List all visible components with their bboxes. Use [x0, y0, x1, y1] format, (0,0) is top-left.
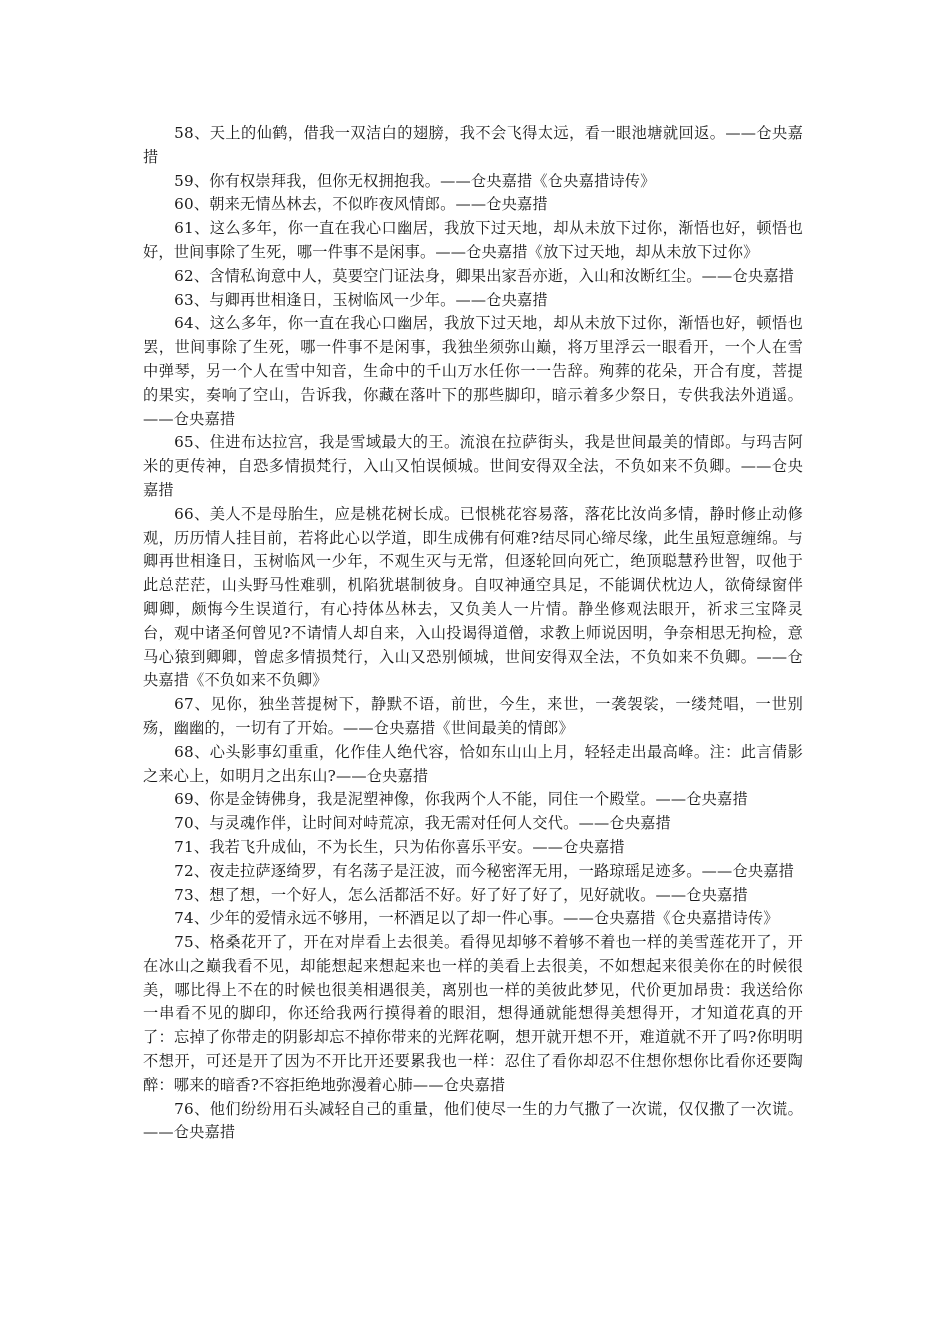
quote-entry: 68、心头影事幻重重，化作佳人绝代容，恰如东山山上月，轻轻走出最高峰。注：此言倩影之来心上，如明月之出东山?——仓央嘉措: [143, 742, 803, 785]
quote-entry: 59、你有权崇拜我，但你无权拥抱我。——仓央嘉措《仓央嘉措诗传》: [174, 171, 656, 190]
quote-entry: 67、见你，独坐菩提树下，静默不语，前世，今生，来世，一袭袈裟，一缕梵唱，一世别殇，幽幽的，一切有了开始。——仓央嘉措《世间最美的情郎》: [143, 695, 803, 737]
quote-entry: 75、格桑花开了，开在对岸看上去很美。看得见却够不着够不着也一样的美雪莲花开了，开在冰山之巅我看不见，却能想起来想起来也一样的美看上去很美，不如想起来很美你在的时候很美，哪比得上不在的时候也很美相遇很美，离别也一样的美彼此梦见，代价更加昂贵：我送给你一串看不见的脚印，你还给我两行摸得着的眼泪，想得通就能想得美想得开，才知道花真的开了：忘掉了你带走的阴影却忘不掉你带来的光辉花啊，想开就开想不开，难道就不开了吗?你明明不想开，可还是开了因为不开比开还要累我也一样：忍住了看你却忍不住想你想你比看你还要陶醉：哪来的暗香?不容拒绝地弥漫着心肺——仓央嘉措: [143, 933, 803, 1094]
quote-entry: 60、朝来无情丛林去，不似昨夜风情郎。——仓央嘉措: [174, 195, 548, 214]
quote-entry: 63、与卿再世相逢日，玉树临风一少年。——仓央嘉措: [174, 290, 548, 309]
quote-entry: 71、我若飞升成仙，不为长生，只为佑你喜乐平安。——仓央嘉措: [174, 837, 625, 856]
quote-entry: 76、他们纷纷用石头减轻自己的重量，他们使尽一生的力气撒了一次谎，仅仅撒了一次谎。——仓央嘉措: [143, 1099, 803, 1142]
quote-entry: 73、想了想，一个好人，怎么活都活不好。好了好了好了，见好就收。——仓央嘉措: [174, 885, 748, 904]
quote-entry: 64、这么多年，你一直在我心口幽居，我放下过天地，却从未放下过你，渐悟也好，顿悟也罢，世间事除了生死，哪一件事不是闲事，我独坐须弥山巅，将万里浮云一眼看开，一个人在雪中弹琴，另一个人在雪中知音，生命中的千山万水任你一一告辞。殉葬的花朵，开合有度，菩提的果实，奏响了空山，告诉我，你藏在落叶下的那些脚印，暗示着多少祭日，专供我法外逍遥。——仓央嘉措: [143, 314, 803, 428]
quote-entry: 74、少年的爱情永远不够用，一杯酒足以了却一件心事。——仓央嘉措《仓央嘉措诗传》: [174, 909, 779, 928]
quote-entry: 66、美人不是母胎生，应是桃花树长成。已恨桃花容易落，落花比汝尚多情，静时修止动修观，历历情人挂目前，若将此心以学道，即生成佛有何难?结尽同心缔尽缘，此生虽短意缠绵。与卿再世相逢日，玉树临风一少年，不观生灭与无常，但逐轮回向死亡，绝顶聪慧矜世智，叹他于此总茫茫，山头野马性难驯，机陷犹堪制彼身。自叹神通空具足，不能调伏枕边人，欲倚绿窗伴卿卿，颇悔今生误道行，有心持体丛林去，又负美人一片情。静坐修观法眼开，祈求三宝降灵台，观中诸圣何曾见?不请情人却自来，入山投谒得道僧，求教上师说因明，争奈相思无拘检，意马心猿到卿卿，曾虑多情损梵行，入山又恐别倾城，世间安得双全法，不负如来不负卿。——仓央嘉措《不负如来不负卿》: [143, 504, 803, 690]
quote-entry: 72、夜走拉萨逐绮罗，有名荡子是汪波，而今秘密浑无用，一路琼瑶足迹多。——仓央嘉措: [174, 861, 794, 880]
document-body: [143, 122, 803, 1145]
quote-entry: 62、含情私询意中人，莫要空门证法身，卿果出家吾亦逝，入山和汝断红尘。——仓央嘉措: [174, 266, 794, 285]
quote-entry: 70、与灵魂作伴，让时间对峙荒凉，我无需对任何人交代。——仓央嘉措: [174, 814, 671, 833]
quote-entry: 58、天上的仙鹤，借我一双洁白的翅膀，我不会飞得太远，看一眼池塘就回返。——仓央嘉措: [143, 124, 803, 166]
quote-entry: 65、住进布达拉宫，我是雪域最大的王。流浪在拉萨街头，我是世间最美的情郎。与玛吉阿米的更传神，自恐多情损梵行，入山又怕误倾城。世间安得双全法，不负如来不负卿。——仓央嘉措: [143, 433, 803, 499]
quote-entry: 69、你是金铸佛身，我是泥塑神像，你我两个人不能，同住一个殿堂。——仓央嘉措: [174, 790, 748, 809]
quote-entry: 61、这么多年，你一直在我心口幽居，我放下过天地，却从未放下过你，渐悟也好，顿悟也好，世间事除了生死，哪一件事不是闲事。——仓央嘉措《放下过天地，却从未放下过你》: [143, 219, 803, 261]
